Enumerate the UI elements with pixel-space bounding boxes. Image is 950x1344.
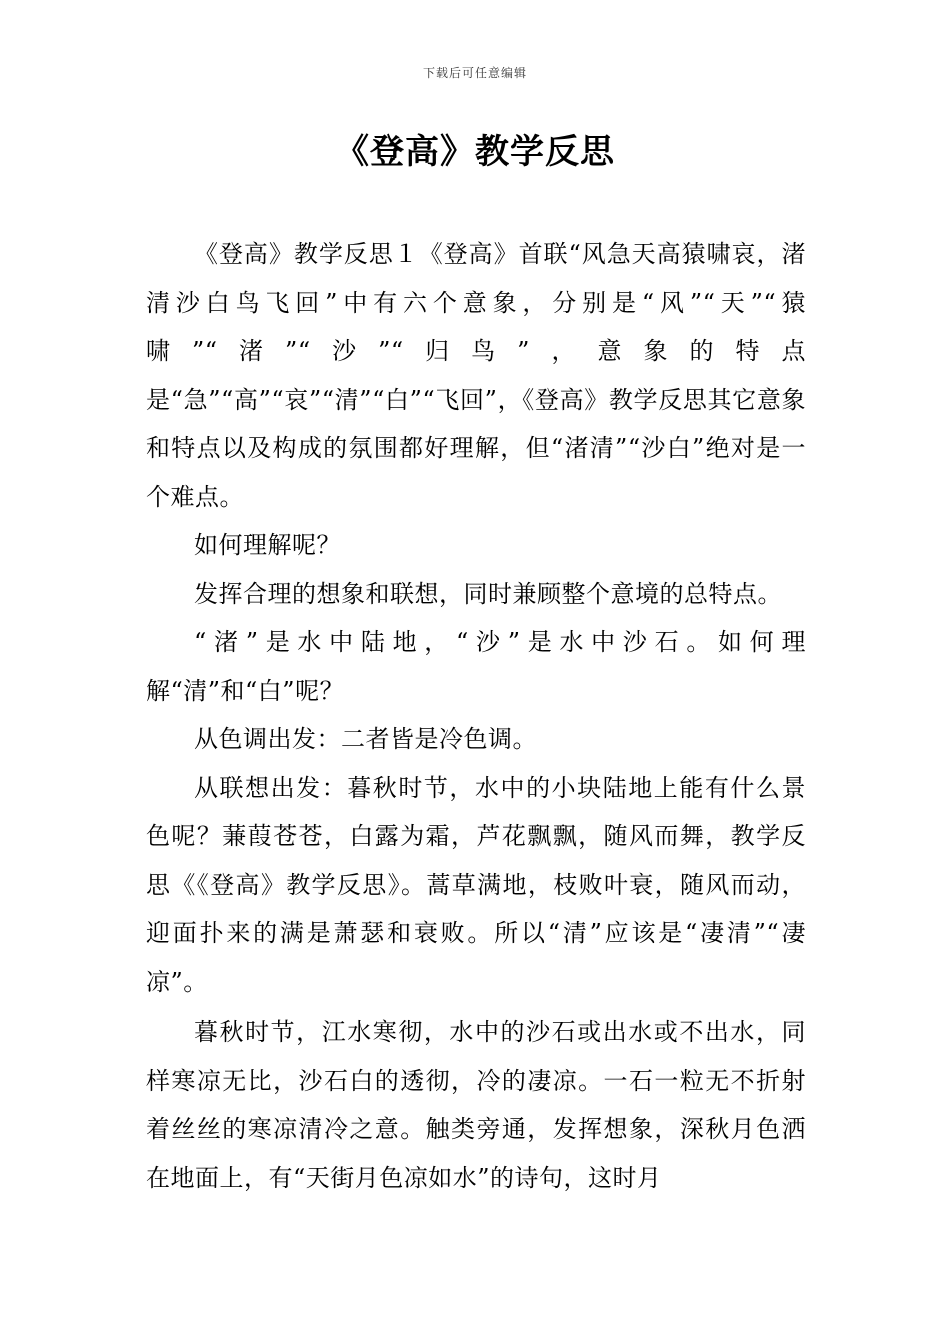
header-note: 下载后可任意编辑 <box>422 66 527 80</box>
document-body <box>146 230 806 1202</box>
paragraph-3: 发挥合理的想象和联想，同时兼顾整个意境的总特点。 <box>194 579 782 608</box>
document-title: 《登高》教学反思 <box>335 132 615 172</box>
paragraph-6: 从联想出发：暮秋时节，水中的小块陆地上能有什么景色呢？蒹葭苍苍，白露为霜，芦花飘飘，随风而舞，教学反思《《登高》教学反思》。蒿草满地，枝败叶衰，随风而动，迎面扑来的满是萧瑟和衰败。所以“清”应该是“凄清”“凄凉”。 <box>146 773 806 996</box>
paragraph-2: 如何理解呢？ <box>194 531 341 559</box>
paragraph-5: 从色调出发：二者皆是冷色调。 <box>194 725 537 753</box>
paragraph-7: 暮秋时节，江水寒彻，水中的沙石或出水或不出水，同样寒凉无比，沙石白的透彻，冷的凄凉。一石一粒无不折射着丝丝的寒凉清冷之意。触类旁通，发挥想象，深秋月色洒在地面上，有“天街月色凉如水”的诗句，这时月 <box>146 1018 806 1192</box>
paragraph-4: “渚”是水中陆地，“沙”是水中沙石。如何理解“清”和“白”呢？ <box>146 628 806 705</box>
paragraph-1: 《登高》教学反思１《登高》首联“风急天高猿啸哀，渚清沙白鸟飞回”中有六个意象，分别是“风”“天”“猿啸”“渚”“沙”“归鸟”，意象的特点是“急”“高”“哀”“清”“白”“飞回”，《登高》教学反思其它意象和特点以及构成的氛围都好理解，但“渚清”“沙白”绝对是一个难点。 <box>146 240 806 511</box>
